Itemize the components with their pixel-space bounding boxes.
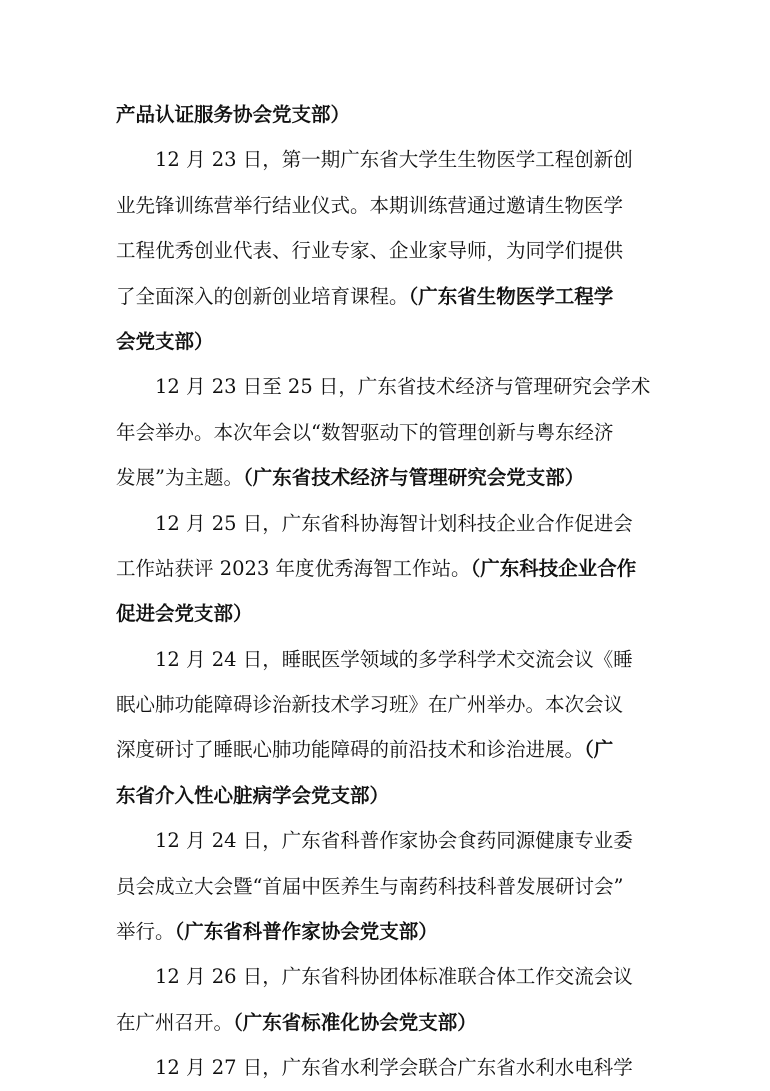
text-line bbox=[116, 727, 660, 772]
body-text: 了全面深入的创新创业培育课程。 bbox=[116, 284, 409, 308]
body-text: 业先锋训练营举行结业仪式。本期训练营通过邀请生物医学 bbox=[116, 193, 624, 217]
body-text: 工程优秀创业代表、行业专家、企业家导师，为同学们提供 bbox=[116, 239, 624, 263]
text-line bbox=[116, 319, 660, 364]
document-body bbox=[116, 92, 660, 1091]
text-line bbox=[116, 364, 660, 409]
source-attribution: 东省介入性心脏病学会党支部） bbox=[116, 783, 390, 807]
body-text: 12 月 26 日，广东省科协团体标准联合体工作交流会议 bbox=[155, 965, 633, 989]
body-text: 12 月 23 日，第一期广东省大学生生物医学工程创新创 bbox=[155, 148, 633, 172]
text-line bbox=[116, 909, 660, 954]
source-attribution: 促进会党支部） bbox=[116, 602, 253, 626]
source-attribution: 会党支部） bbox=[116, 329, 214, 353]
text-line bbox=[116, 954, 660, 999]
text-line bbox=[116, 1000, 660, 1045]
text-line bbox=[116, 591, 660, 636]
text-line bbox=[116, 183, 660, 228]
body-text: 深度研讨了睡眠心肺功能障碍的前沿技术和诊治进展。 bbox=[116, 738, 585, 762]
text-line bbox=[116, 682, 660, 727]
text-line bbox=[116, 818, 660, 863]
text-line bbox=[116, 274, 660, 319]
text-line bbox=[116, 228, 660, 273]
body-text: 12 月 25 日，广东省科协海智计划科技企业合作促进会 bbox=[155, 511, 633, 535]
body-text: 举行。 bbox=[116, 920, 175, 944]
body-text: 年会举办。本次年会以“数智驱动下的管理创新与粤东经济 bbox=[116, 420, 614, 444]
body-text: 12 月 23 日至 25 日，广东省技术经济与管理研究会学术 bbox=[155, 375, 651, 399]
source-attribution: （广 bbox=[584, 738, 614, 762]
source-attribution: （广东省技术经济与管理研究会党支部） bbox=[242, 466, 585, 490]
source-attribution: （广东省生物医学工程学 bbox=[408, 284, 614, 308]
body-text: 眠心肺功能障碍诊治新技术学习班》在广州举办。本次会议 bbox=[116, 693, 624, 717]
body-text: 12 月 24 日，睡眠医学领域的多学科学术交流会议《睡 bbox=[155, 647, 633, 671]
text-line bbox=[116, 1045, 660, 1090]
body-text: 工作站获评 2023 年度优秀海智工作站。 bbox=[116, 556, 471, 580]
body-text: 发展”为主题。 bbox=[116, 466, 243, 490]
text-line bbox=[116, 137, 660, 182]
text-line bbox=[116, 773, 660, 818]
text-line bbox=[116, 410, 660, 455]
source-attribution: （广东省科普作家协会党支部） bbox=[174, 920, 438, 944]
text-line bbox=[116, 637, 660, 682]
text-line bbox=[116, 92, 660, 137]
text-line bbox=[116, 864, 660, 909]
body-text: 在广州召开。 bbox=[116, 1010, 234, 1034]
source-attribution: （广东科技企业合作 bbox=[470, 556, 637, 580]
body-text: 员会成立大会暨“首届中医养生与南药科技科普发展研讨会” bbox=[116, 874, 624, 898]
body-text: 12 月 27 日，广东省水利学会联合广东省水利水电科学 bbox=[155, 1056, 633, 1080]
text-line bbox=[116, 546, 660, 591]
source-attribution: 产品认证服务协会党支部） bbox=[116, 103, 351, 126]
text-line bbox=[116, 455, 660, 500]
text-line bbox=[116, 501, 660, 546]
source-attribution: （广东省标准化协会党支部） bbox=[233, 1010, 477, 1034]
body-text: 12 月 24 日，广东省科普作家协会食药同源健康专业委 bbox=[155, 829, 633, 853]
